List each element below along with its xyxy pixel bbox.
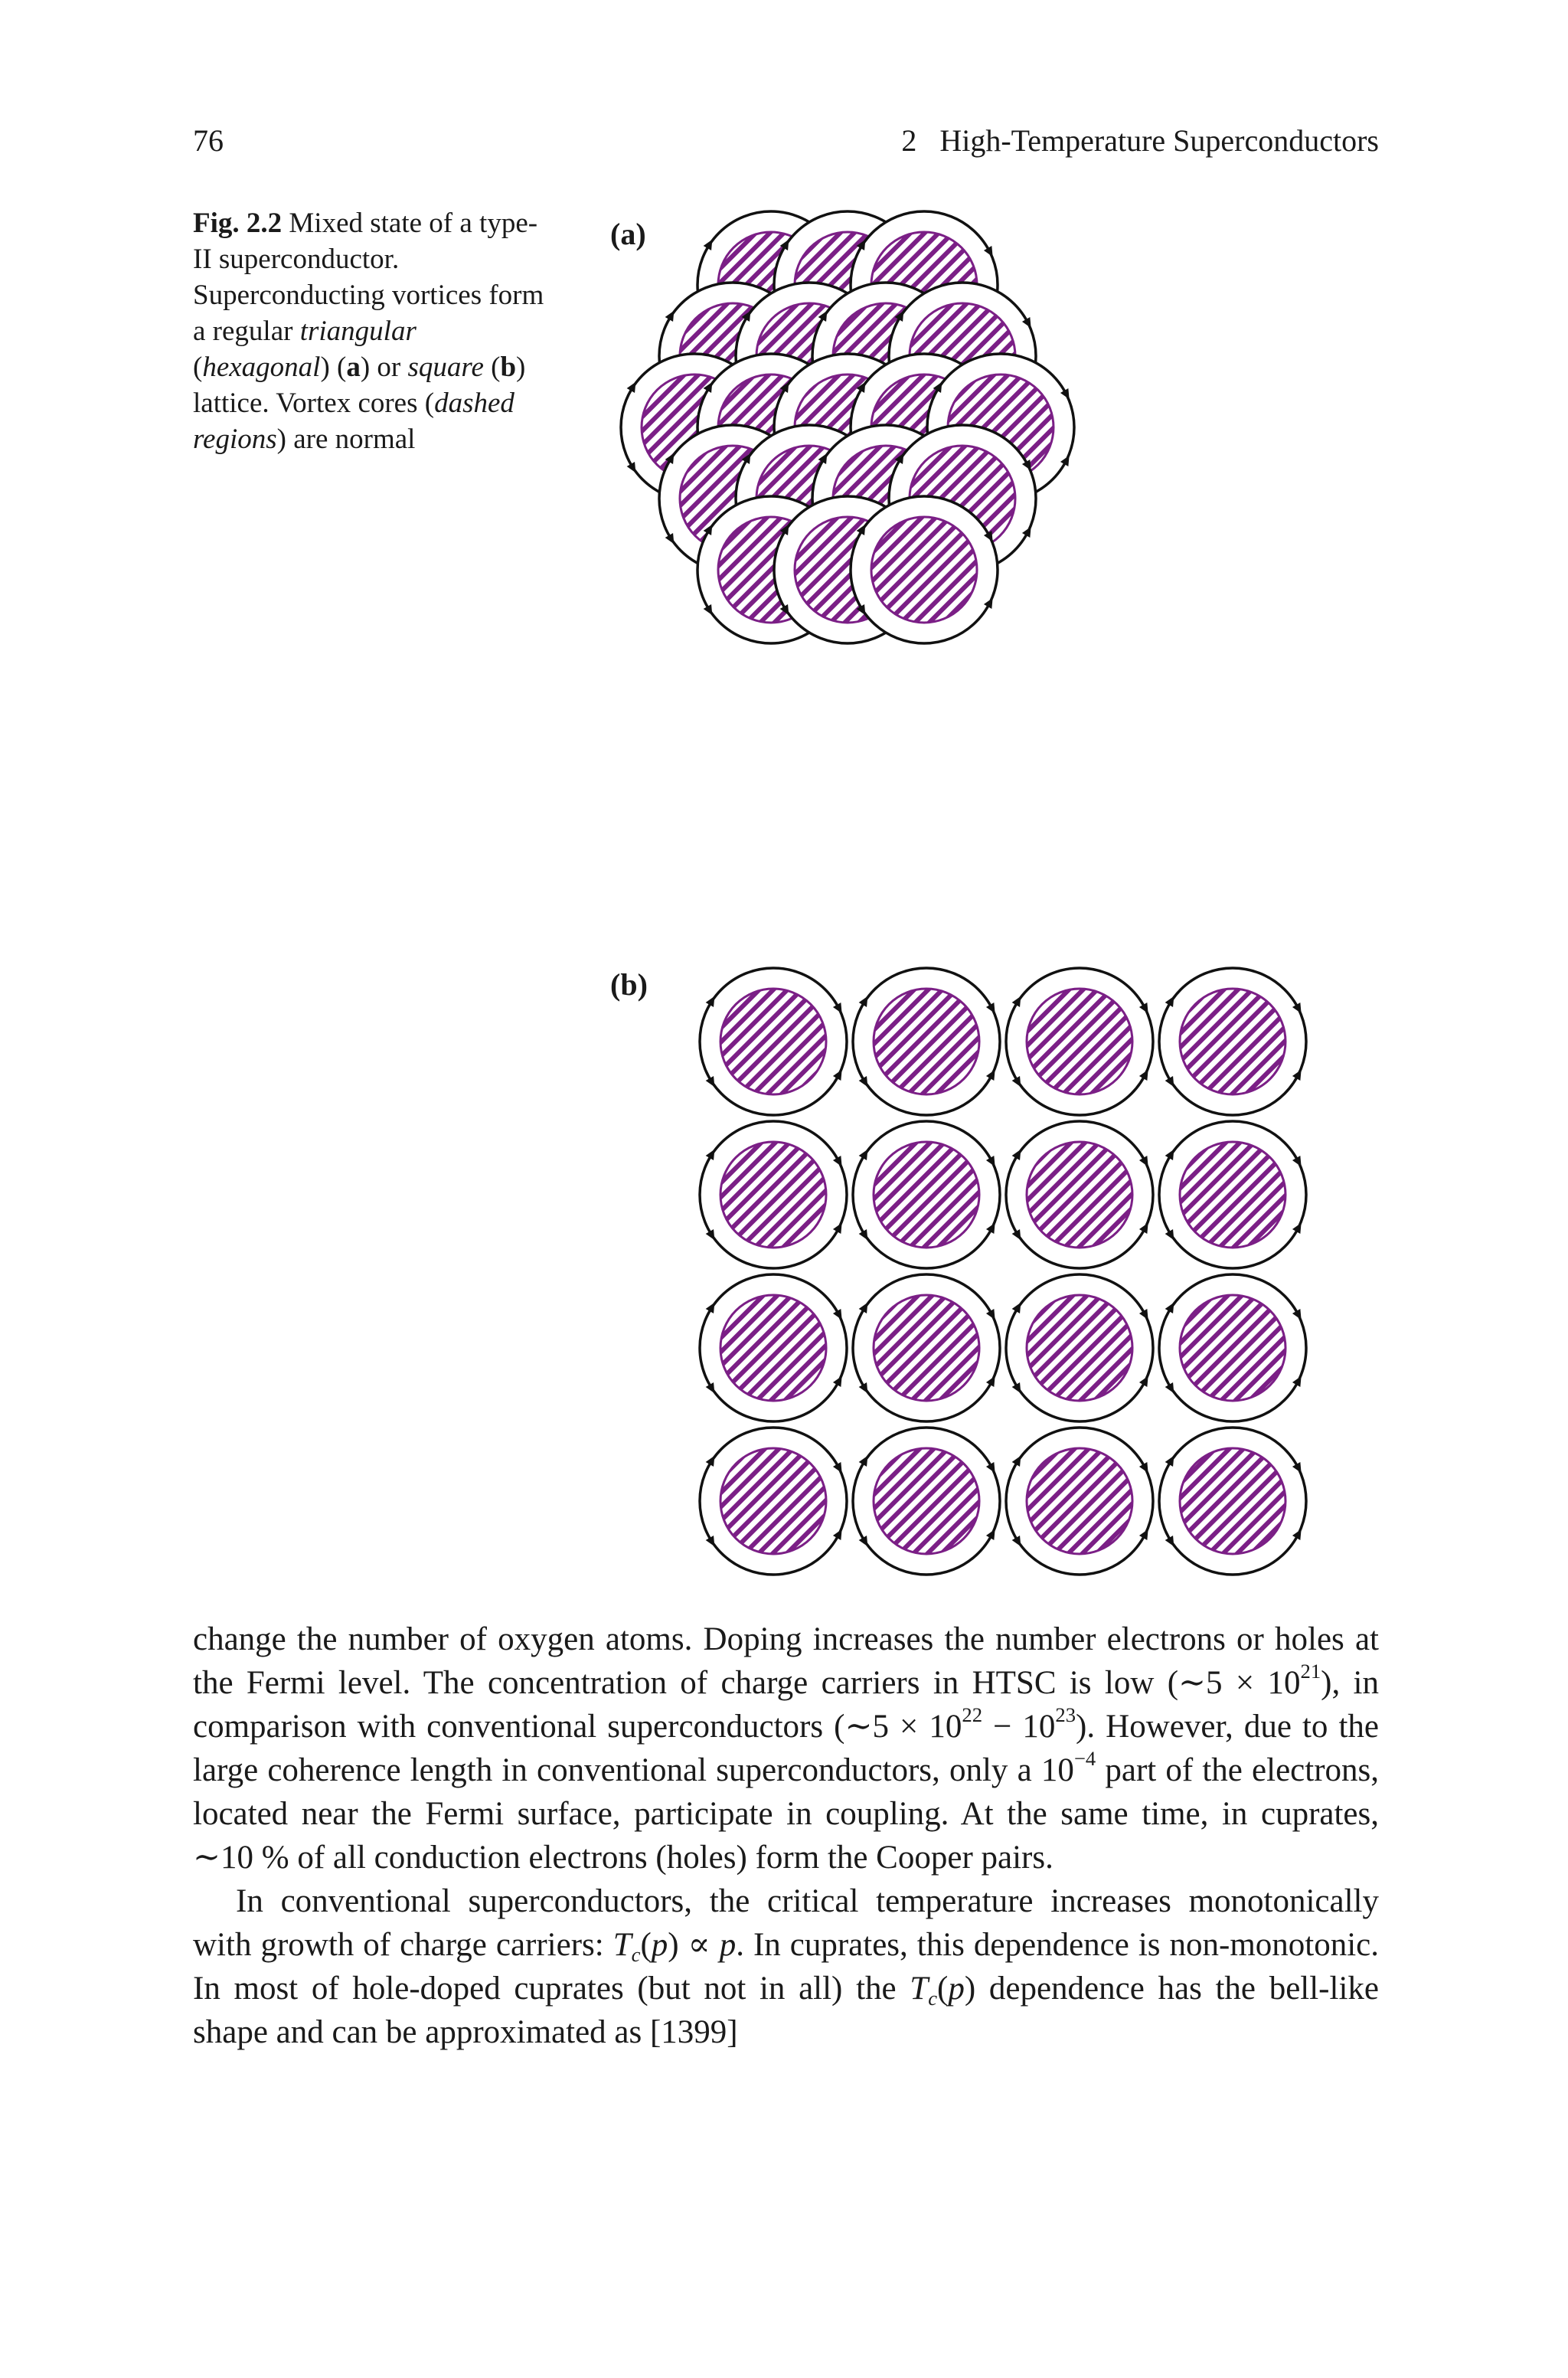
paragraph-2 [193,1879,1379,2054]
vortex-core [720,989,826,1094]
math-var: p [948,1971,965,2007]
vortex [1006,1274,1153,1421]
vortex [1159,968,1306,1115]
caption-label: Fig. 2.2 [193,208,283,239]
paragraph-1 [193,1617,1379,1879]
vortex-core [874,1142,979,1248]
vortex-core [1027,989,1132,1094]
vortex [700,1428,847,1575]
vortex [1006,1121,1153,1268]
vortex-core [720,1448,826,1554]
text-run: ) dependence has the bell-like shape and can be approximated as [1399] [193,1971,1379,2050]
caption-text: ( [193,352,203,383]
panel-a-triangular-lattice [621,211,1074,643]
vortex-core [720,1295,826,1401]
vortex-core [874,1295,979,1401]
vortex [1006,968,1153,1115]
text-run: . In cuprates, this dependence is non-monotonic. In most of hole-doped cuprates (but not in all) the [193,1927,1379,2007]
text-run: ( [640,1927,652,1963]
vortex-core [871,517,977,623]
superscript: −4 [1073,1747,1096,1771]
text-run: part of the electrons, located near the Fermi surface, participate in coupling. At the same time, in cuprates, ∼10 % of all conduction electrons (holes) form the Cooper pairs. [193,1752,1380,1876]
caption-panel-ref-a: a [346,352,361,383]
caption-text: ) ( [320,352,347,383]
vortex [851,496,998,643]
vortex [853,1428,1000,1575]
vortex [853,968,1000,1115]
caption-term-dashed-regions: dashed regions [193,388,514,455]
vortex-core [1027,1142,1132,1248]
text-run: ( [937,1971,949,2007]
caption-panel-ref-b: b [500,352,517,383]
vortex [1159,1428,1306,1575]
vortex [700,1274,847,1421]
panel-b-label: (b) [610,967,648,1002]
vortex-core [1027,1295,1132,1401]
vortex [853,1274,1000,1421]
vortex-core [1180,1295,1285,1401]
caption-term-hexagonal: hexagonal [202,352,321,383]
vortex-core [1180,1448,1285,1554]
text-run: change the number of oxygen atoms. Doping increases the number electrons or holes at the Fermi level. The concentration of charge carriers in HTSC is low (∼5 × 10 [193,1621,1379,1701]
caption-text: ( [483,352,501,383]
superscript: 22 [962,1703,983,1727]
math-subscript: c [928,1986,938,2010]
text-run: ), in comparison with conventional superconductors (∼5 × 10 [193,1665,1379,1745]
text-run: − 10 [982,1709,1056,1745]
caption-text: Mixed state of a type-II superconductor. Superconducting vortices form a regular [193,208,544,347]
vortex-core [874,989,979,1094]
vortex-core [720,1142,826,1248]
vortex [1159,1121,1306,1268]
superscript: 21 [1300,1660,1321,1683]
vortex-core [1180,989,1285,1094]
vortex [700,968,847,1115]
math-var: p [719,1927,737,1963]
vortex-core [1180,1142,1285,1248]
vortex [853,1121,1000,1268]
caption-text: ) are normal [276,424,416,455]
panel-b-square-lattice [700,968,1306,1575]
vortex-core [874,1448,979,1554]
superscript: 23 [1055,1703,1076,1727]
vortex [1006,1428,1153,1575]
math-var: T [910,1971,929,2007]
text-run: ) ∝ [668,1927,720,1963]
panel-a-label: (a) [610,217,646,251]
math-var: p [651,1927,668,1963]
caption-text: ) or [360,352,408,383]
caption-term-square: square [407,352,484,383]
text-run: In conventional superconductors, the critical temperature increases monotonically with growth of charge carriers: [193,1883,1379,1963]
math-var: T [612,1927,632,1963]
vortex [1159,1274,1306,1421]
running-head: 2 High-Temperature Superconductors [901,123,1379,158]
math-subscript: c [631,1942,641,1966]
text-run: ). However, due to the large coherence length in conventional superconductors, only a 10 [193,1709,1379,1788]
body-text [193,1617,1379,2054]
caption-term-triangular: triangular [299,316,416,347]
caption-text: ) lattice. Vortex cores ( [193,352,526,419]
page-number: 76 [193,123,224,158]
vortex-core [1027,1448,1132,1554]
vortex [700,1121,847,1268]
